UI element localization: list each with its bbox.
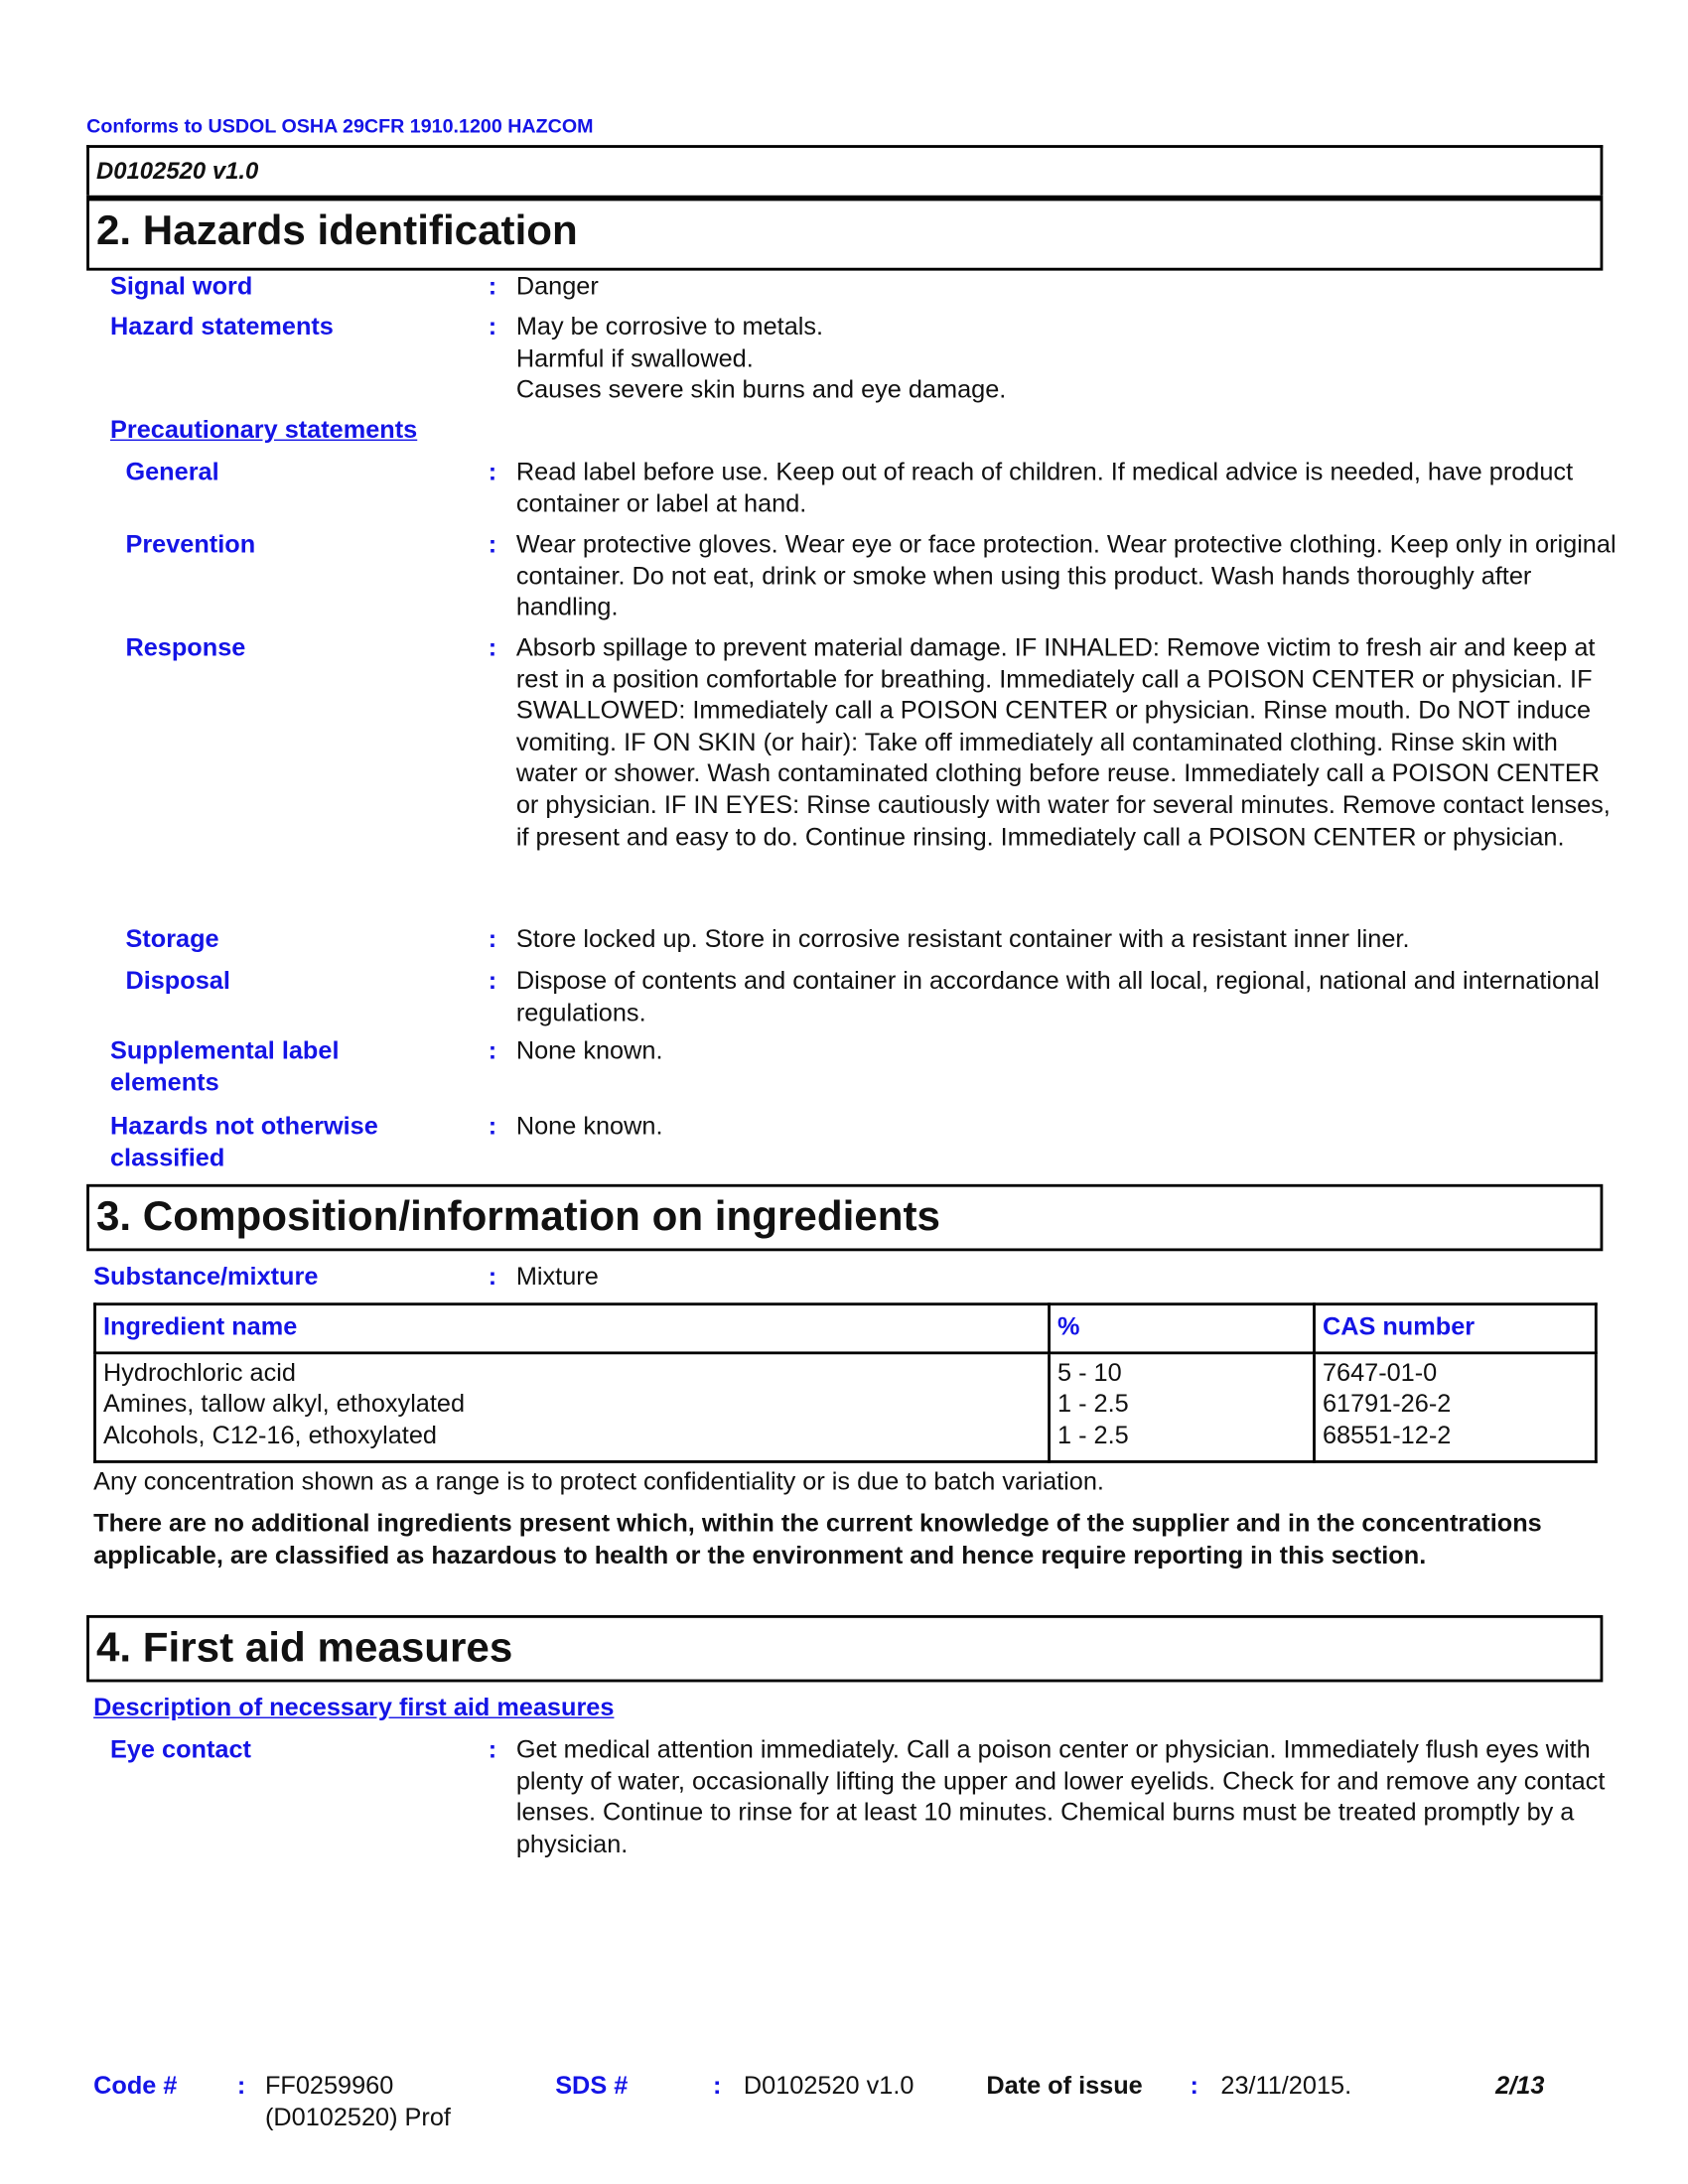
signal-word-label: Signal word xyxy=(109,271,253,301)
hazard-statements-label: Hazard statements xyxy=(109,312,334,341)
colon: : xyxy=(712,2071,722,2100)
substance-label: Substance/mixture xyxy=(93,1262,319,1291)
eye-contact-label: Eye contact xyxy=(109,1734,251,1763)
colon: : xyxy=(488,924,497,953)
hnoc-value: None known. xyxy=(515,1111,663,1140)
cell: 5 - 10 xyxy=(1056,1357,1122,1386)
table-header-row xyxy=(95,1304,1597,1352)
general-label: General xyxy=(125,457,219,485)
substance-value: Mixture xyxy=(515,1262,599,1291)
cell: 1 - 2.5 xyxy=(1056,1389,1129,1418)
doc-id-box xyxy=(86,145,1603,196)
hazard-statement: Harmful if swallowed. xyxy=(515,343,754,372)
colon: : xyxy=(488,1734,497,1763)
sds-label: SDS # xyxy=(555,2071,629,2100)
column-header: Ingredient name xyxy=(95,1304,1050,1352)
code-line: FF0259960 xyxy=(264,2071,394,2100)
column-header: CAS number xyxy=(1315,1304,1597,1352)
sds-value: D0102520 v1.0 xyxy=(743,2071,914,2100)
cas-numbers xyxy=(1315,1352,1597,1461)
colon: : xyxy=(488,312,497,341)
hazard-statement: Causes severe skin burns and eye damage. xyxy=(515,375,1007,404)
colon: : xyxy=(488,1262,497,1291)
conformance-header: Conforms to USDOL OSHA 29CFR 1910.1200 HAZCOM xyxy=(86,114,594,137)
cell: 68551-12-2 xyxy=(1322,1420,1452,1449)
code-label: Code # xyxy=(93,2071,178,2100)
colon: : xyxy=(1190,2071,1198,2100)
hazard-statements xyxy=(516,311,1618,405)
response-value: Absorb spillage to prevent material damage. IF INHALED: Remove victim to fresh air and keep at rest in a position comfortable for breathing. Immediately call a POISON CENTER or physician. IF SWALLOWED: Immediately call a POISON CENTER or physician. Rinse mouth. Do NOT induce vomiting. IF ON SKIN (or hair): Take off immediately all contaminated clothing. Rinse skin with water or shower. Wash contaminated clothing before reuse. Immediately call a POISON CENTER or physician. IF IN EYES: Rinse cautiously with water for several minutes. Remove contact lenses, if present and easy to do. Continue rinsing. Immediately call a POISON CENTER or physician. xyxy=(515,632,1611,851)
date-value: 23/11/2015. xyxy=(1220,2071,1352,2100)
colon: : xyxy=(488,1111,497,1140)
cell: Amines, tallow alkyl, ethoxylated xyxy=(102,1389,466,1418)
section-4-header xyxy=(86,1615,1603,1682)
colon: : xyxy=(488,529,497,558)
colon: : xyxy=(488,457,497,485)
code-value xyxy=(265,2070,451,2132)
date-label: Date of issue xyxy=(986,2071,1143,2100)
additional-ingredients-statement: There are no additional ingredients present which, within the current knowledge of the supplier and in the concentrations applicable, are classified as hazardous to health or the environment and hence require reporting in this section. xyxy=(93,1509,1542,1569)
general-value: Read label before use. Keep out of reach of children. If medical advice is needed, have product container or label at hand. xyxy=(515,457,1574,517)
section-3-header xyxy=(86,1184,1603,1251)
cell: 1 - 2.5 xyxy=(1056,1420,1129,1449)
eye-contact-value: Get medical attention immediately. Call a poison center or physician. Immediately flush eyes with plenty of water, occasionally lifting the upper and lower eyelids. Check for and remove any contact lenses. Continue to rinse for at least 10 minutes. Chemical burns must be treated promptly by a physician. xyxy=(515,1734,1606,1858)
supplemental-value: None known. xyxy=(515,1035,663,1065)
cell: Hydrochloric acid xyxy=(102,1357,296,1386)
column-header: % xyxy=(1050,1304,1315,1352)
doc-id: D0102520 v1.0 xyxy=(95,157,259,185)
colon: : xyxy=(488,632,497,661)
colon: : xyxy=(488,1035,497,1065)
signal-word-value: Danger xyxy=(515,271,599,301)
ingredient-names xyxy=(95,1352,1050,1461)
ingredients-table xyxy=(93,1302,1598,1462)
colon: : xyxy=(488,966,497,995)
hazard-statement: May be corrosive to metals. xyxy=(515,312,824,341)
concentration-note: Any concentration shown as a range is to protect confidentiality or is due to batch variation. xyxy=(93,1467,1104,1496)
prevention-value: Wear protective gloves. Wear eye or face protection. Wear protective clothing. Keep only in original container. Do not eat, drink or smoke when using this product. Wash hands thoroughly after handling. xyxy=(515,529,1617,621)
storage-value: Store locked up. Store in corrosive resistant container with a resistant inner liner. xyxy=(515,924,1410,953)
storage-label: Storage xyxy=(125,924,219,953)
prevention-label: Prevention xyxy=(125,529,256,558)
percentages xyxy=(1050,1352,1315,1461)
precautionary-statements-heading: Precautionary statements xyxy=(109,415,418,444)
response-label: Response xyxy=(125,632,246,661)
first-aid-description-heading: Description of necessary first aid measures xyxy=(93,1693,615,1721)
supplemental-label: Supplemental label elements xyxy=(109,1035,340,1096)
code-line: (D0102520) Prof xyxy=(264,2103,451,2131)
hnoc-label: Hazards not otherwise classified xyxy=(109,1111,378,1171)
cell: Alcohols, C12-16, ethoxylated xyxy=(102,1420,437,1449)
colon: : xyxy=(488,271,497,301)
section-4-title: 4. First aid measures xyxy=(95,1624,513,1672)
disposal-value: Dispose of contents and container in accordance with all local, regional, national and international regulations. xyxy=(515,966,1600,1026)
cell: 61791-26-2 xyxy=(1322,1389,1452,1418)
section-3-title: 3. Composition/information on ingredients xyxy=(95,1193,940,1241)
table-row xyxy=(95,1352,1597,1461)
section-2-header xyxy=(86,196,1603,271)
page-number: 2/13 xyxy=(1495,2071,1545,2100)
colon: : xyxy=(236,2071,246,2100)
cell: 7647-01-0 xyxy=(1322,1357,1438,1386)
disposal-label: Disposal xyxy=(125,966,230,995)
section-2-title: 2. Hazards identification xyxy=(95,207,578,254)
